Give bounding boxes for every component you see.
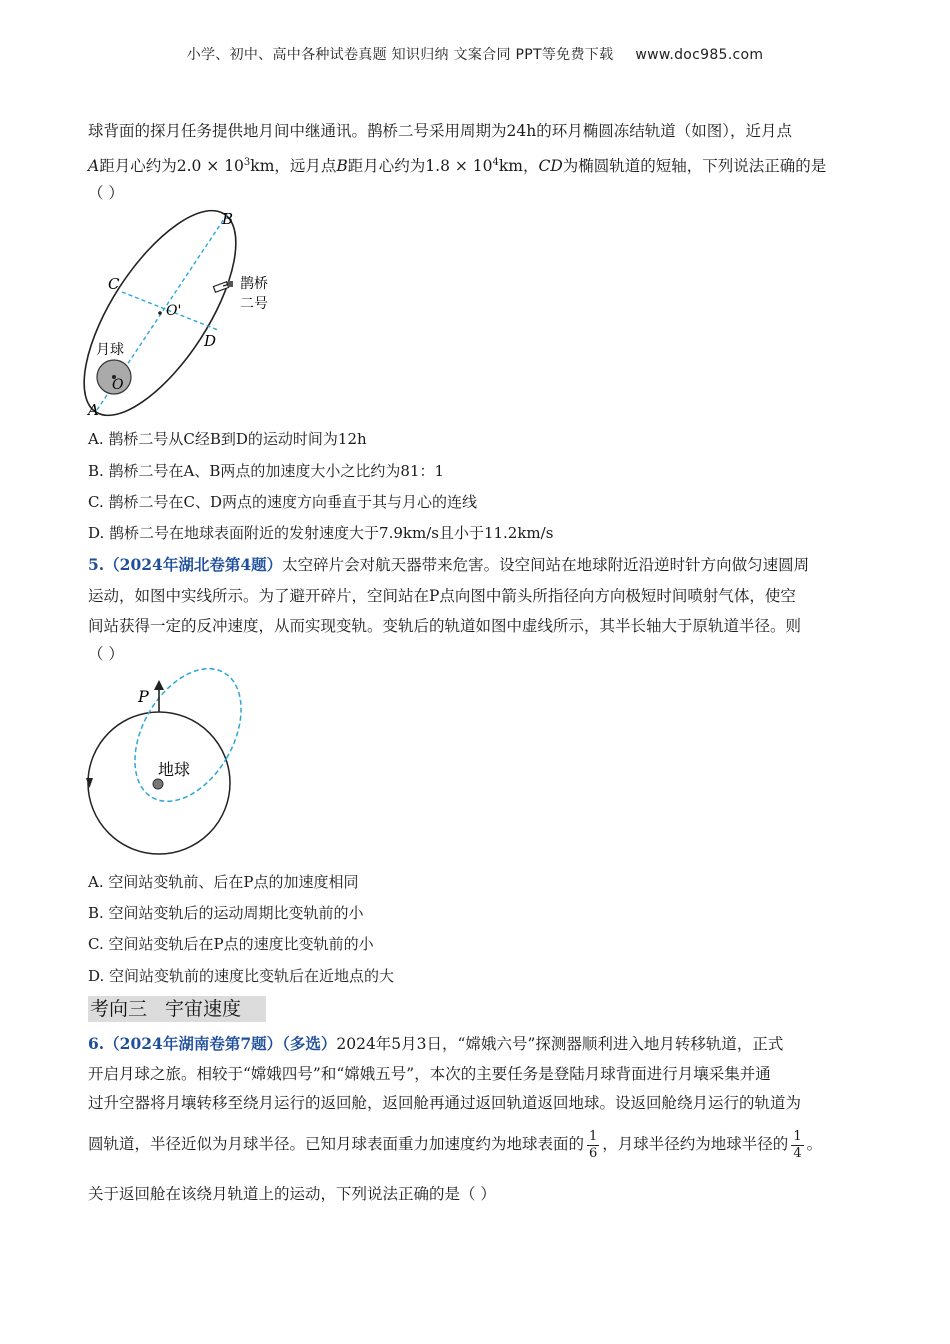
q6-line4 [88,1124,868,1164]
q6-text4a: 圆轨道，半径近似为月球半径。已知月球表面重力加速度约为地球表面的 [88,1135,585,1153]
section-label: 考向三 [90,998,148,1020]
q5-option-c: C. 空间站变轨后在P点的速度比变轨前的小 [88,935,374,953]
q4-text-c: km，远月点 [250,157,337,176]
fig2-label-p: P [138,687,149,706]
q4-exp1: 3 [243,157,251,168]
q5-option-b: B. 空间站变轨后的运动周期比变轨前的小 [88,904,364,922]
q5-line3: 间站获得一定的反冲速度，从而实现变轨。变轨后的轨道如图中虚线所示，其半长轴大于原轨道半径。则 [88,617,802,635]
ccw-arrow-icon [86,778,93,788]
q5-text1: 太空碎片会对航天器带来危害。设空间站在地球附近沿逆时针方向做匀速圆周 [282,556,810,574]
q6-text1: 2024年5月3日，“嫦娥六号”探测器顺利进入地月转移轨道，正式 [336,1035,784,1053]
q4-option-b: B. 鹊桥二号在A、B两点的加速度大小之比约为81：1 [88,462,445,480]
earth-dot [153,779,163,789]
frac2-den: 4 [793,1145,802,1161]
q4-line2 [88,153,868,176]
fraction-one-quarter [791,1129,803,1162]
fig1-moon-label: 月球 [96,342,124,358]
q5-line2: 运动，如图中实线所示。为了避开碎片，空间站在P点向图中箭头所指径向方向极短时间喷射气体，使空 [88,587,796,605]
q5-option-d: D. 空间站变轨前的速度比变轨后在近地点的大 [88,967,395,985]
q4-point-b: B [336,157,348,176]
q5-orbit-figure [80,668,280,858]
q5-paren: （ ） [88,645,124,663]
q4-distance-a: 距月心约为2.0 × 10 [99,157,244,176]
q6-text4c: 。 [806,1135,823,1153]
q6-text4b: ，月球半径约为地球半径的 [602,1135,789,1153]
q6-line2: 开启月球之旅。相较于“嫦娥四号”和“嫦娥五号”，本次的主要任务是登陆月球背面进行月壤采集并通 [88,1065,771,1083]
q4-axis-cd: CD [538,157,563,176]
frac1-num: 1 [589,1128,598,1144]
ellipse-center-dot [158,311,162,315]
fig1-label-d: D [204,332,217,350]
q4-line1: 球背面的探月任务提供地月间中继通讯。鹊桥二号采用周期为24h的环月椭圆冻结轨道（如图），近月点 [88,122,792,140]
q4-distance-b: 距月心约为1.8 × 10 [347,157,493,176]
transfer-ellipse [113,668,263,820]
fig1-sat-label2: 二号 [240,296,268,312]
page-header [0,44,950,64]
q4-option-c: C. 鹊桥二号在C、D两点的速度方向垂直于其与月心的连线 [88,493,477,511]
q6-number: 6.（2024年湖南卷第7题）（多选） [88,1034,337,1053]
q4-orbit-figure [80,205,300,423]
frac1-den: 6 [589,1145,598,1161]
q4-text-f: km， [498,157,539,176]
q5-number: 5.（2024年湖北卷第4题） [88,555,283,574]
q4-option-a: A. 鹊桥二号从C经B到D的运动时间为12h [88,430,367,448]
fig1-sat-label1: 鹊桥 [240,276,268,292]
section-heading [88,996,266,1022]
fig1-label-c: C [108,275,120,293]
satellite-icon [213,281,233,292]
q6-line5: 关于返回舱在该绕月轨道上的运动，下列说法正确的是（ ） [88,1185,496,1203]
fraction-one-sixth [587,1129,599,1162]
fig1-label-b: B [222,210,234,228]
q4-point-a: A [88,157,100,176]
frac2-num: 1 [793,1128,802,1144]
q5-line1 [88,555,868,575]
q4-paren: （ ） [88,184,124,202]
q4-option-d: D. 鹊桥二号在地球表面附近的发射速度大于7.9km/s且小于11.2km/s [88,524,554,542]
p-arrow-head-icon [154,680,164,690]
q4-text-h: 为椭圆轨道的短轴，下列说法正确的是 [562,157,827,176]
fig1-label-o: O [112,377,124,393]
header-text: 小学、初中、高中各种试卷真题 知识归纳 文案合同 PPT等免费下载 [186,47,614,63]
fig1-label-a: A [88,401,99,419]
header-url-link[interactable]: www.doc985.com [635,47,764,63]
q6-line3: 过升空器将月壤转移至绕月运行的返回舱，返回舱再通过返回轨道返回地球。设返回舱绕月运行的轨道为 [88,1094,802,1112]
q5-option-a: A. 空间站变轨前、后在P点的加速度相同 [88,873,359,891]
q4-exp2: 4 [492,157,499,168]
section-title: 宇宙速度 [165,998,242,1020]
fig1-label-o-prime: O' [166,303,182,319]
q6-line1 [88,1034,868,1054]
fig2-earth-label: 地球 [158,760,191,779]
